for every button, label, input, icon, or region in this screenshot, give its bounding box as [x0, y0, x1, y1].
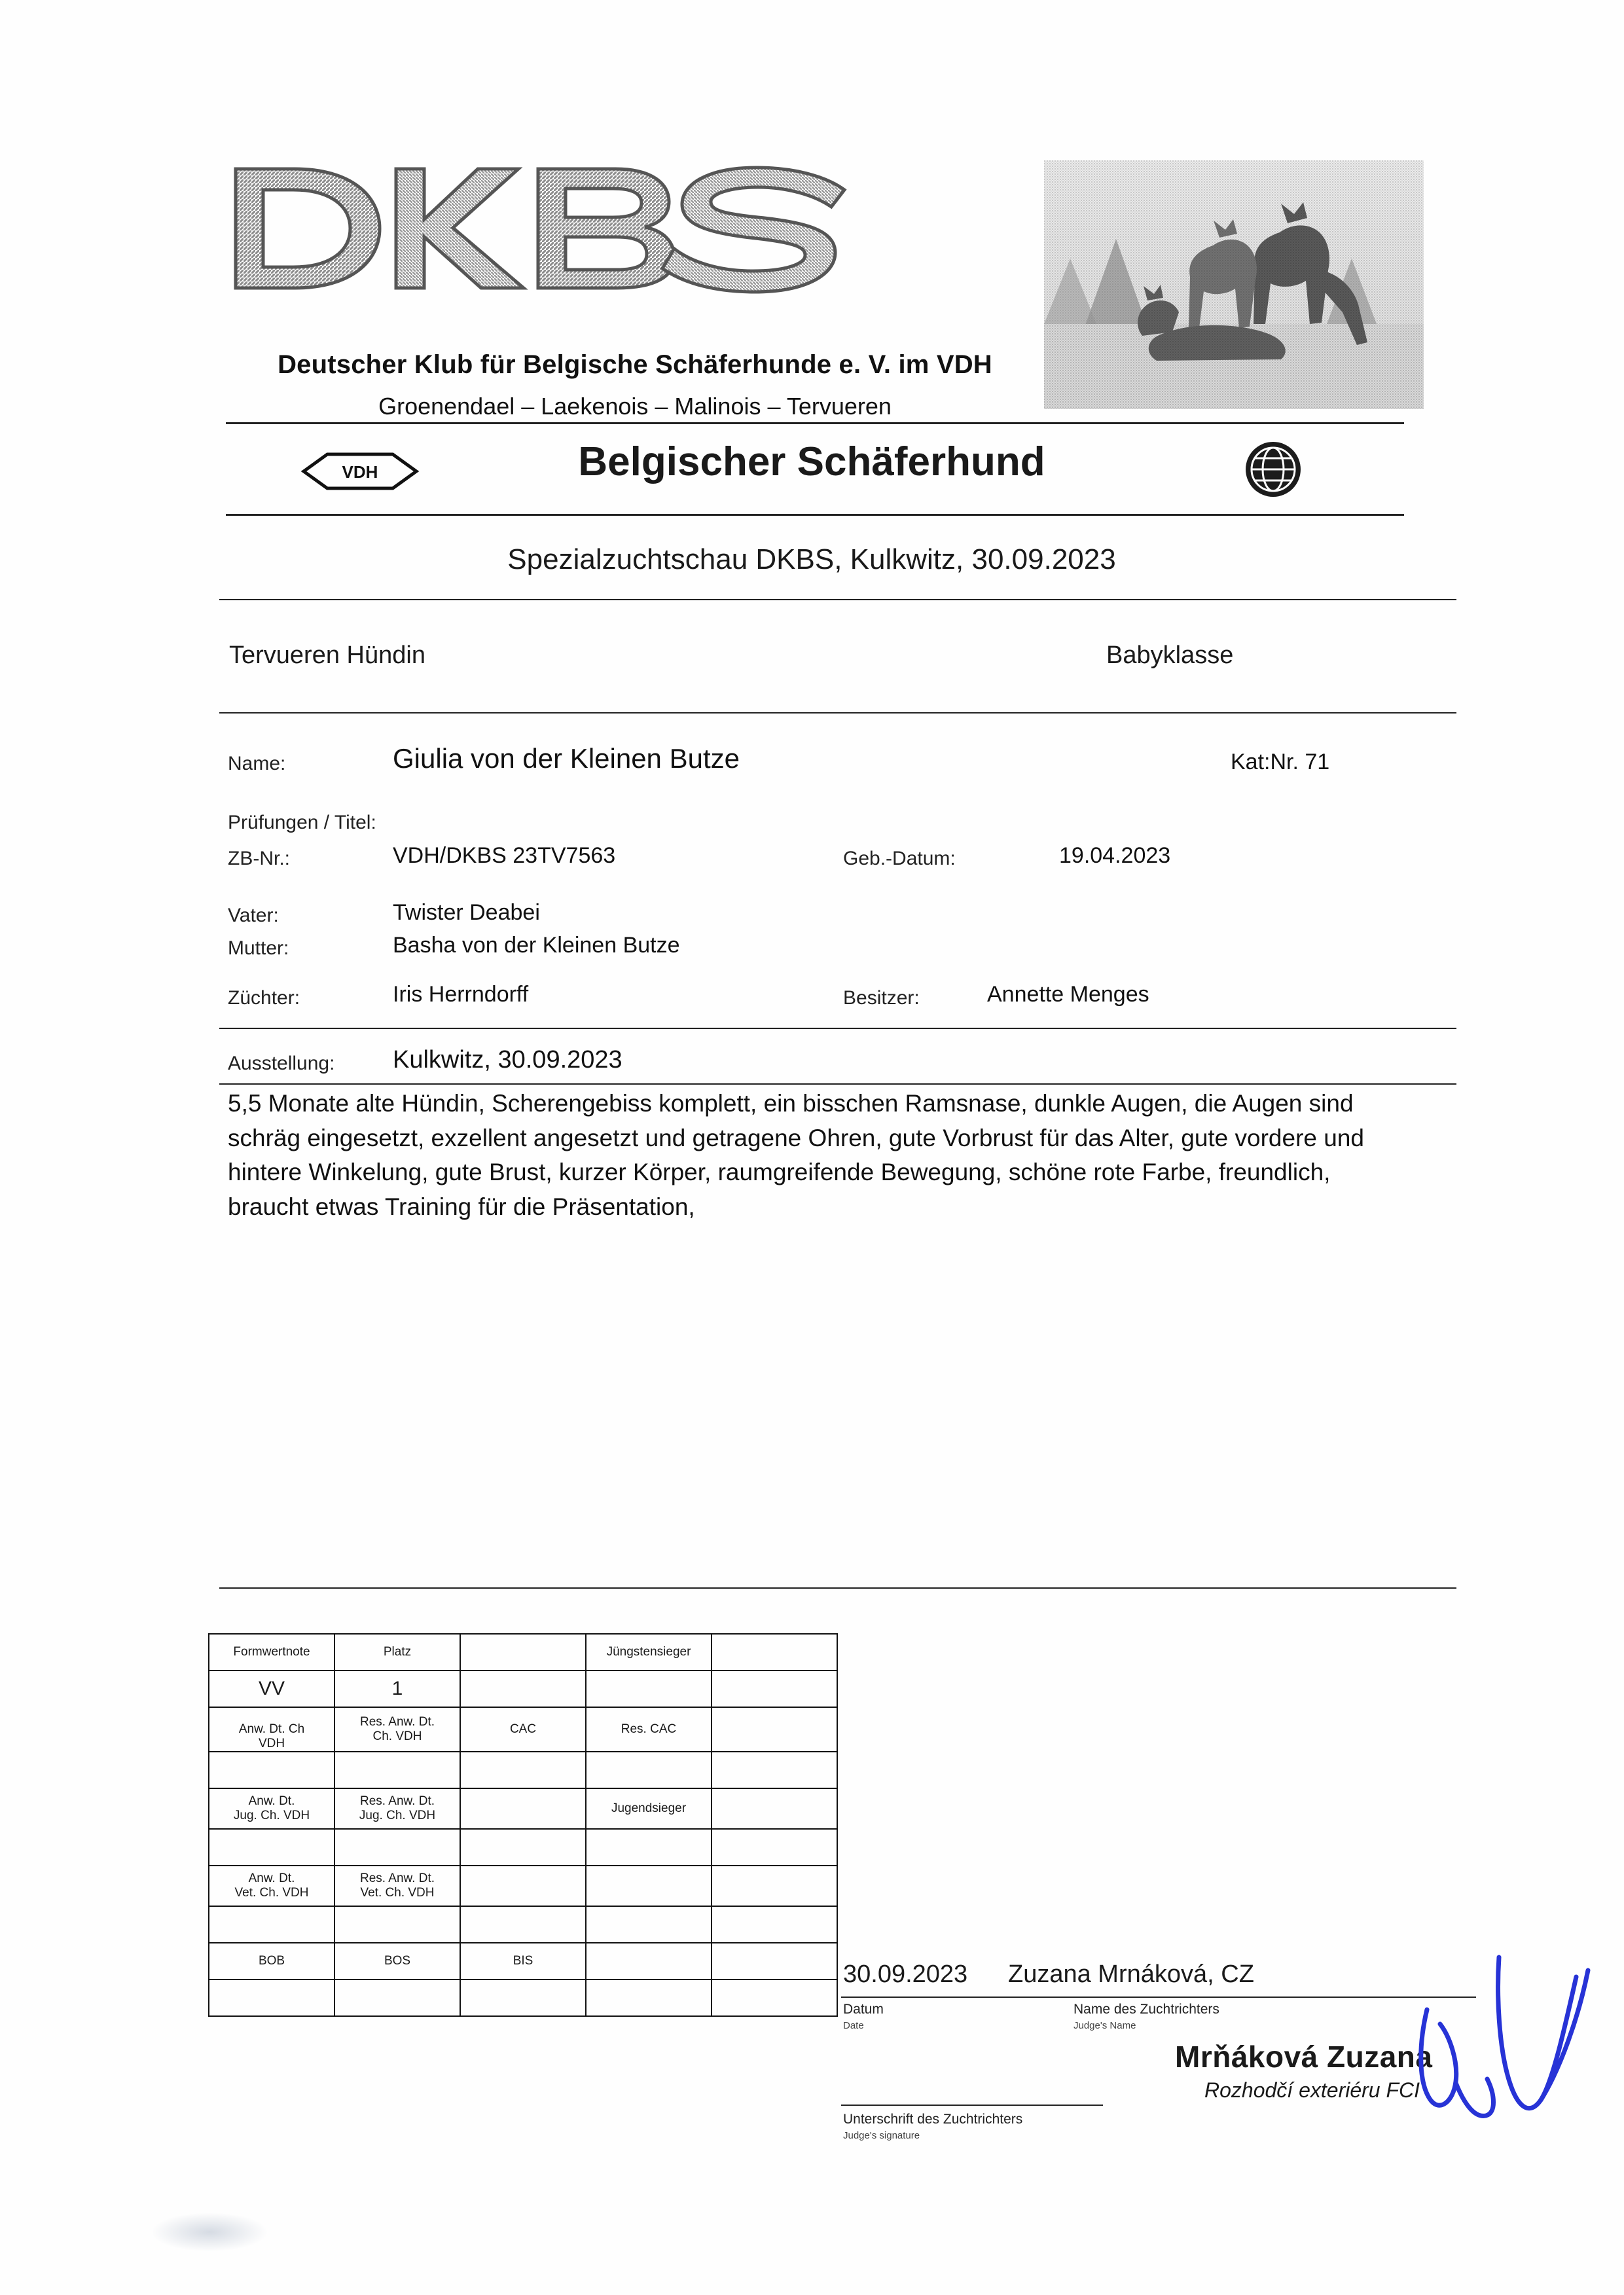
cell-empty-12 [586, 1866, 712, 1906]
page-title: Belgischer Schäferhund [578, 439, 1045, 484]
signature-judge-name: Zuzana Mrnáková, CZ [1008, 1961, 1254, 1988]
results-table [208, 1633, 838, 2017]
sire-label: Vater: [228, 905, 279, 926]
date-caption-de: Datum [843, 2002, 884, 2017]
svg-text:VDH: VDH [342, 462, 378, 482]
sire-value: Twister Deabei [393, 900, 540, 925]
cell-empty-10 [712, 1829, 837, 1866]
show-label: Ausstellung: [228, 1053, 335, 1074]
cell-formwertnote-value: VV [209, 1671, 334, 1707]
dog-name: Giulia von der Kleinen Butze [393, 743, 740, 774]
judge-caption-en: Judge's Name [1074, 2020, 1136, 2031]
divider-title-top [226, 422, 1404, 424]
cell-jugendsieger-label: Jugendsieger [586, 1788, 712, 1829]
date-caption-en: Date [843, 2020, 864, 2031]
divider-show [219, 1083, 1456, 1085]
birth-label: Geb.-Datum: [843, 848, 956, 869]
cell-empty-5 [712, 1707, 837, 1752]
table-row [209, 1866, 837, 1906]
owner-value: Annette Menges [987, 982, 1149, 1007]
table-row [209, 1943, 837, 1979]
scan-artifact [151, 2213, 268, 2252]
document-header [0, 79, 1624, 420]
table-row [209, 1671, 837, 1707]
cell-res-anw-dt-jug-ch-vdh-value [334, 1829, 460, 1866]
divider-critique-bottom [219, 1587, 1456, 1589]
show-class: Babyklasse [1106, 642, 1234, 669]
cell-bob-label: BOB [209, 1943, 334, 1979]
owner-label: Besitzer: [843, 987, 920, 1009]
table-row [209, 1906, 837, 1943]
signature-line [841, 2105, 1103, 2106]
cell-platz-label: Platz [334, 1634, 460, 1671]
zbnr-value: VDH/DKBS 23TV7563 [393, 843, 616, 868]
critique-text: 5,5 Monate alte Hündin, Scherengebiss komplett, ein bisschen Ramsnase, dunkle Augen, die Augen sind schräg eingesetzt, exzellent angesetzt und getragene Ohren, gute Vorbrust für das Alter, gute vordere und hintere Winkelung, gute Brust, kurzer Körper, raumgreifende Bewegung, schöne rote Farbe, freundlich, braucht etwas Training für die Präsentation, [228, 1090, 1365, 1220]
judge-printed-name: Mrňáková Zuzana [1175, 2040, 1433, 2074]
show-value: Kulkwitz, 30.09.2023 [393, 1046, 623, 1074]
cell-empty-16 [712, 1906, 837, 1943]
judge-printed-role: Rozhodčí exteriéru FCI [1204, 2078, 1420, 2102]
table-row [209, 1788, 837, 1829]
cell-cac-value [460, 1752, 586, 1788]
cell-anw-dt-ch-vdh-value [209, 1752, 334, 1788]
cell-res-anw-dt-vet-ch-vdh-label: Res. Anw. Dt. Vet. Ch. VDH [334, 1866, 460, 1906]
table-row [209, 1979, 837, 2016]
titles-label: Prüfungen / Titel: [228, 812, 376, 833]
cell-empty-14 [460, 1906, 586, 1943]
table-row [209, 1829, 837, 1866]
divider-class [219, 712, 1456, 714]
cell-empty-13 [712, 1866, 837, 1906]
cell-bis-label: BIS [460, 1943, 586, 1979]
handwritten-signature [1401, 1931, 1617, 2147]
cell-empty-2 [712, 1634, 837, 1671]
cell-empty-18 [712, 1943, 837, 1979]
zbnr-label: ZB-Nr.: [228, 848, 290, 869]
cell-empty-19 [586, 1979, 712, 2016]
cell-res-cac-label: Res. CAC [586, 1707, 712, 1752]
cell-juengstensieger-label: Jüngstensieger [586, 1634, 712, 1671]
breeder-label: Züchter: [228, 987, 300, 1009]
cell-juengstensieger-value [586, 1671, 712, 1707]
cell-platz-value: 1 [334, 1671, 460, 1707]
table-row [209, 1634, 837, 1671]
dam-value: Basha von der Kleinen Butze [393, 933, 680, 958]
cell-bis-value [460, 1979, 586, 2016]
cell-empty-17 [586, 1943, 712, 1979]
divider-title-bottom [226, 514, 1404, 516]
cell-res-anw-dt-ch-vdh-value [334, 1752, 460, 1788]
cell-anw-dt-ch-vdh-label: Anw. Dt. Ch VDH [209, 1707, 334, 1752]
cell-anw-dt-vet-ch-vdh-label: Anw. Dt. Vet. Ch. VDH [209, 1866, 334, 1906]
fci-badge-icon [1244, 440, 1303, 499]
cell-res-cac-value [586, 1752, 712, 1788]
cell-anw-dt-jug-ch-vdh-label: Anw. Dt. Jug. Ch. VDH [209, 1788, 334, 1829]
cell-formwertnote-label: Formwertnote [209, 1634, 334, 1671]
belgian-shepherds-photo [1044, 160, 1424, 409]
table-row [209, 1707, 837, 1752]
cell-empty-20 [712, 1979, 837, 2016]
cell-empty-9 [460, 1829, 586, 1866]
divider-breeder [219, 1028, 1456, 1029]
birth-value: 19.04.2023 [1059, 843, 1171, 868]
signature-date: 30.09.2023 [843, 1961, 968, 1988]
breeder-value: Iris Herrndorff [393, 982, 529, 1007]
cell-bob-value [209, 1979, 334, 2016]
cell-empty-3 [460, 1671, 586, 1707]
cell-res-anw-dt-ch-vdh-label: Res. Anw. Dt. Ch. VDH [334, 1707, 460, 1752]
vdh-badge [301, 452, 419, 491]
cell-bos-label: BOS [334, 1943, 460, 1979]
cell-bos-value [334, 1979, 460, 2016]
cell-cac-label: CAC [460, 1707, 586, 1752]
cell-res-anw-dt-jug-ch-vdh-label: Res. Anw. Dt. Jug. Ch. VDH [334, 1788, 460, 1829]
club-name: Deutscher Klub für Belgische Schäferhunde e. V. im VDH [278, 350, 992, 379]
cell-empty-11 [460, 1866, 586, 1906]
cell-anw-dt-vet-ch-vdh-value [209, 1906, 334, 1943]
cell-empty-7 [460, 1788, 586, 1829]
variety-sex: Tervueren Hündin [229, 642, 425, 669]
dam-label: Mutter: [228, 937, 289, 959]
cell-res-anw-dt-vet-ch-vdh-value [334, 1906, 460, 1943]
dkbs-logo [216, 164, 1021, 295]
table-row [209, 1752, 837, 1788]
cell-empty-1 [460, 1634, 586, 1671]
cell-empty-4 [712, 1671, 837, 1707]
cell-empty-8 [712, 1788, 837, 1829]
club-varieties: Groenendael – Laekenois – Malinois – Tervueren [378, 393, 892, 420]
name-label: Name: [228, 753, 286, 774]
signature-divider [841, 1997, 1476, 1998]
divider-event [219, 599, 1456, 600]
cell-jugendsieger-value [586, 1829, 712, 1866]
sign-caption-en: Judge's signature [843, 2130, 920, 2141]
judge-caption-de: Name des Zuchtrichters [1074, 2002, 1219, 2017]
event-line: Spezialzuchtschau DKBS, Kulkwitz, 30.09.2023 [507, 543, 1116, 575]
cell-anw-dt-jug-ch-vdh-value [209, 1829, 334, 1866]
cell-empty-6 [712, 1752, 837, 1788]
cell-empty-15 [586, 1906, 712, 1943]
sign-caption-de: Unterschrift des Zuchtrichters [843, 2112, 1023, 2127]
catalog-number: Kat:Nr. 71 [1231, 750, 1330, 774]
